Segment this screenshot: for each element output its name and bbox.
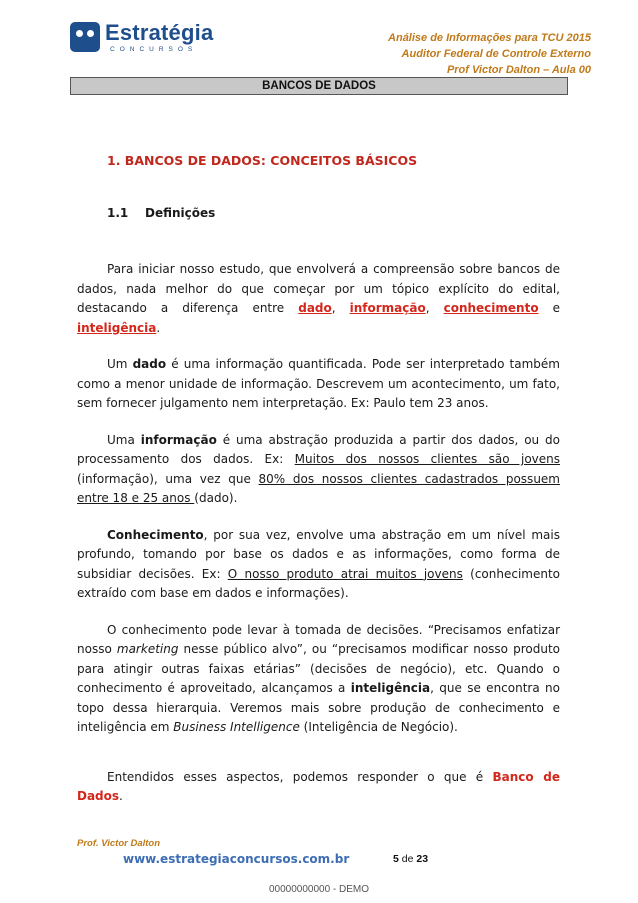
keyword-informacao: informação <box>349 301 426 315</box>
paragraph-conhecimento: Conhecimento, por sua vez, envolve uma abstração em um nível mais profundo, tomando por base os dados e as informações, como forma de subsidiar decisões. Ex: O nosso produto atrai muitos jovens (conhecimento extraído com base em dados e informações). <box>77 527 561 600</box>
paragraph-inteligencia: O conhecimento pode levar à tomada de decisões. “Precisamos enfatizar nosso marketing nesse público alvo”, ou “precisamos modificar nosso produto para atingir outras faixas etárias” (decisões de negócio), etc. Quando o conhecimento é aproveitado, alcançamos a inteligência, que se encontra no topo dessa hierarquia. Veremos mais sobre produção de conhecimento e inteligência em Business Intelligence (Inteligência de Negócio). <box>77 622 561 734</box>
logo-subtitle: CONCURSOS <box>110 46 198 53</box>
subsection-heading <box>107 206 215 220</box>
course-header <box>388 30 591 78</box>
logo-name: Estratégia <box>105 20 214 45</box>
example-informacao: Muitos dos nossos clientes são jovens <box>294 452 560 466</box>
term-marketing: marketing <box>116 642 179 656</box>
term-informacao: informação <box>140 432 217 447</box>
body-text <box>77 260 560 824</box>
term-banco-de-dados: Banco de Dados <box>77 769 560 803</box>
example-dado: 80% dos nossos clientes cadastrados possuem entre 18 e 25 anos <box>77 471 560 505</box>
course-title: Análise de Informações para TCU 2015 <box>388 32 591 44</box>
course-lesson: Prof Victor Dalton – Aula 00 <box>446 64 591 76</box>
term-business-intelligence: Business Intelligence <box>173 720 300 734</box>
paragraph-dado: Um dado é uma informação quantificada. Pode ser interpretado também como a menor unidade de informação. Descrevem um acontecimento, um fato, sem fornecer julgamento nem interpretação. Ex: Paulo tem 23 anos. <box>77 357 560 410</box>
paragraph-banco-de-dados: Entendidos esses aspectos, podemos responder o que é Banco de Dados. <box>77 769 560 803</box>
paragraph-informacao: Uma informação é uma abstração produzida a partir dos dados, ou do processamento dos dados. Ex: Muitos dos nossos clientes são jovens (informação), uma vez que 80% dos nossos clientes cadastrados possuem entre 18 e 25 anos (dado). <box>77 432 561 505</box>
footer-author: Prof. Victor Dalton <box>77 838 161 849</box>
paragraph-intro: Para iniciar nosso estudo, que envolverá a compreensão sobre bancos de dados, nada melhor do que começar por um tópico explícito do edital, destacando a diferença entre dado, informação, conhecimento e inteligência. <box>77 262 560 335</box>
section-heading: 1. BANCOS DE DADOS: CONCEITOS BÁSICOS <box>107 153 418 168</box>
keyword-inteligencia: inteligência <box>77 320 157 335</box>
term-inteligencia: inteligência <box>350 681 431 695</box>
estrategia-logo <box>70 20 220 56</box>
topic-banner: BANCOS DE DADOS <box>70 77 568 95</box>
keyword-conhecimento: conhecimento <box>443 301 539 315</box>
demo-watermark: 00000000000 - DEMO <box>268 884 370 895</box>
example-conhecimento: O nosso produto atrai muitos jovens <box>227 566 463 581</box>
course-position: Auditor Federal de Controle Externo <box>401 48 591 60</box>
keyword-dado: dado <box>298 301 332 315</box>
owl-logo-icon <box>70 22 100 52</box>
subsection-title: Definições <box>145 206 216 220</box>
term-dado: dado <box>132 357 167 371</box>
subsection-number: 1.1 <box>107 206 129 220</box>
term-conhecimento: Conhecimento <box>107 527 204 542</box>
footer-url-link[interactable]: www.estrategiaconcursos.com.br <box>123 852 350 866</box>
page-number: 5 de 23 <box>393 853 429 865</box>
